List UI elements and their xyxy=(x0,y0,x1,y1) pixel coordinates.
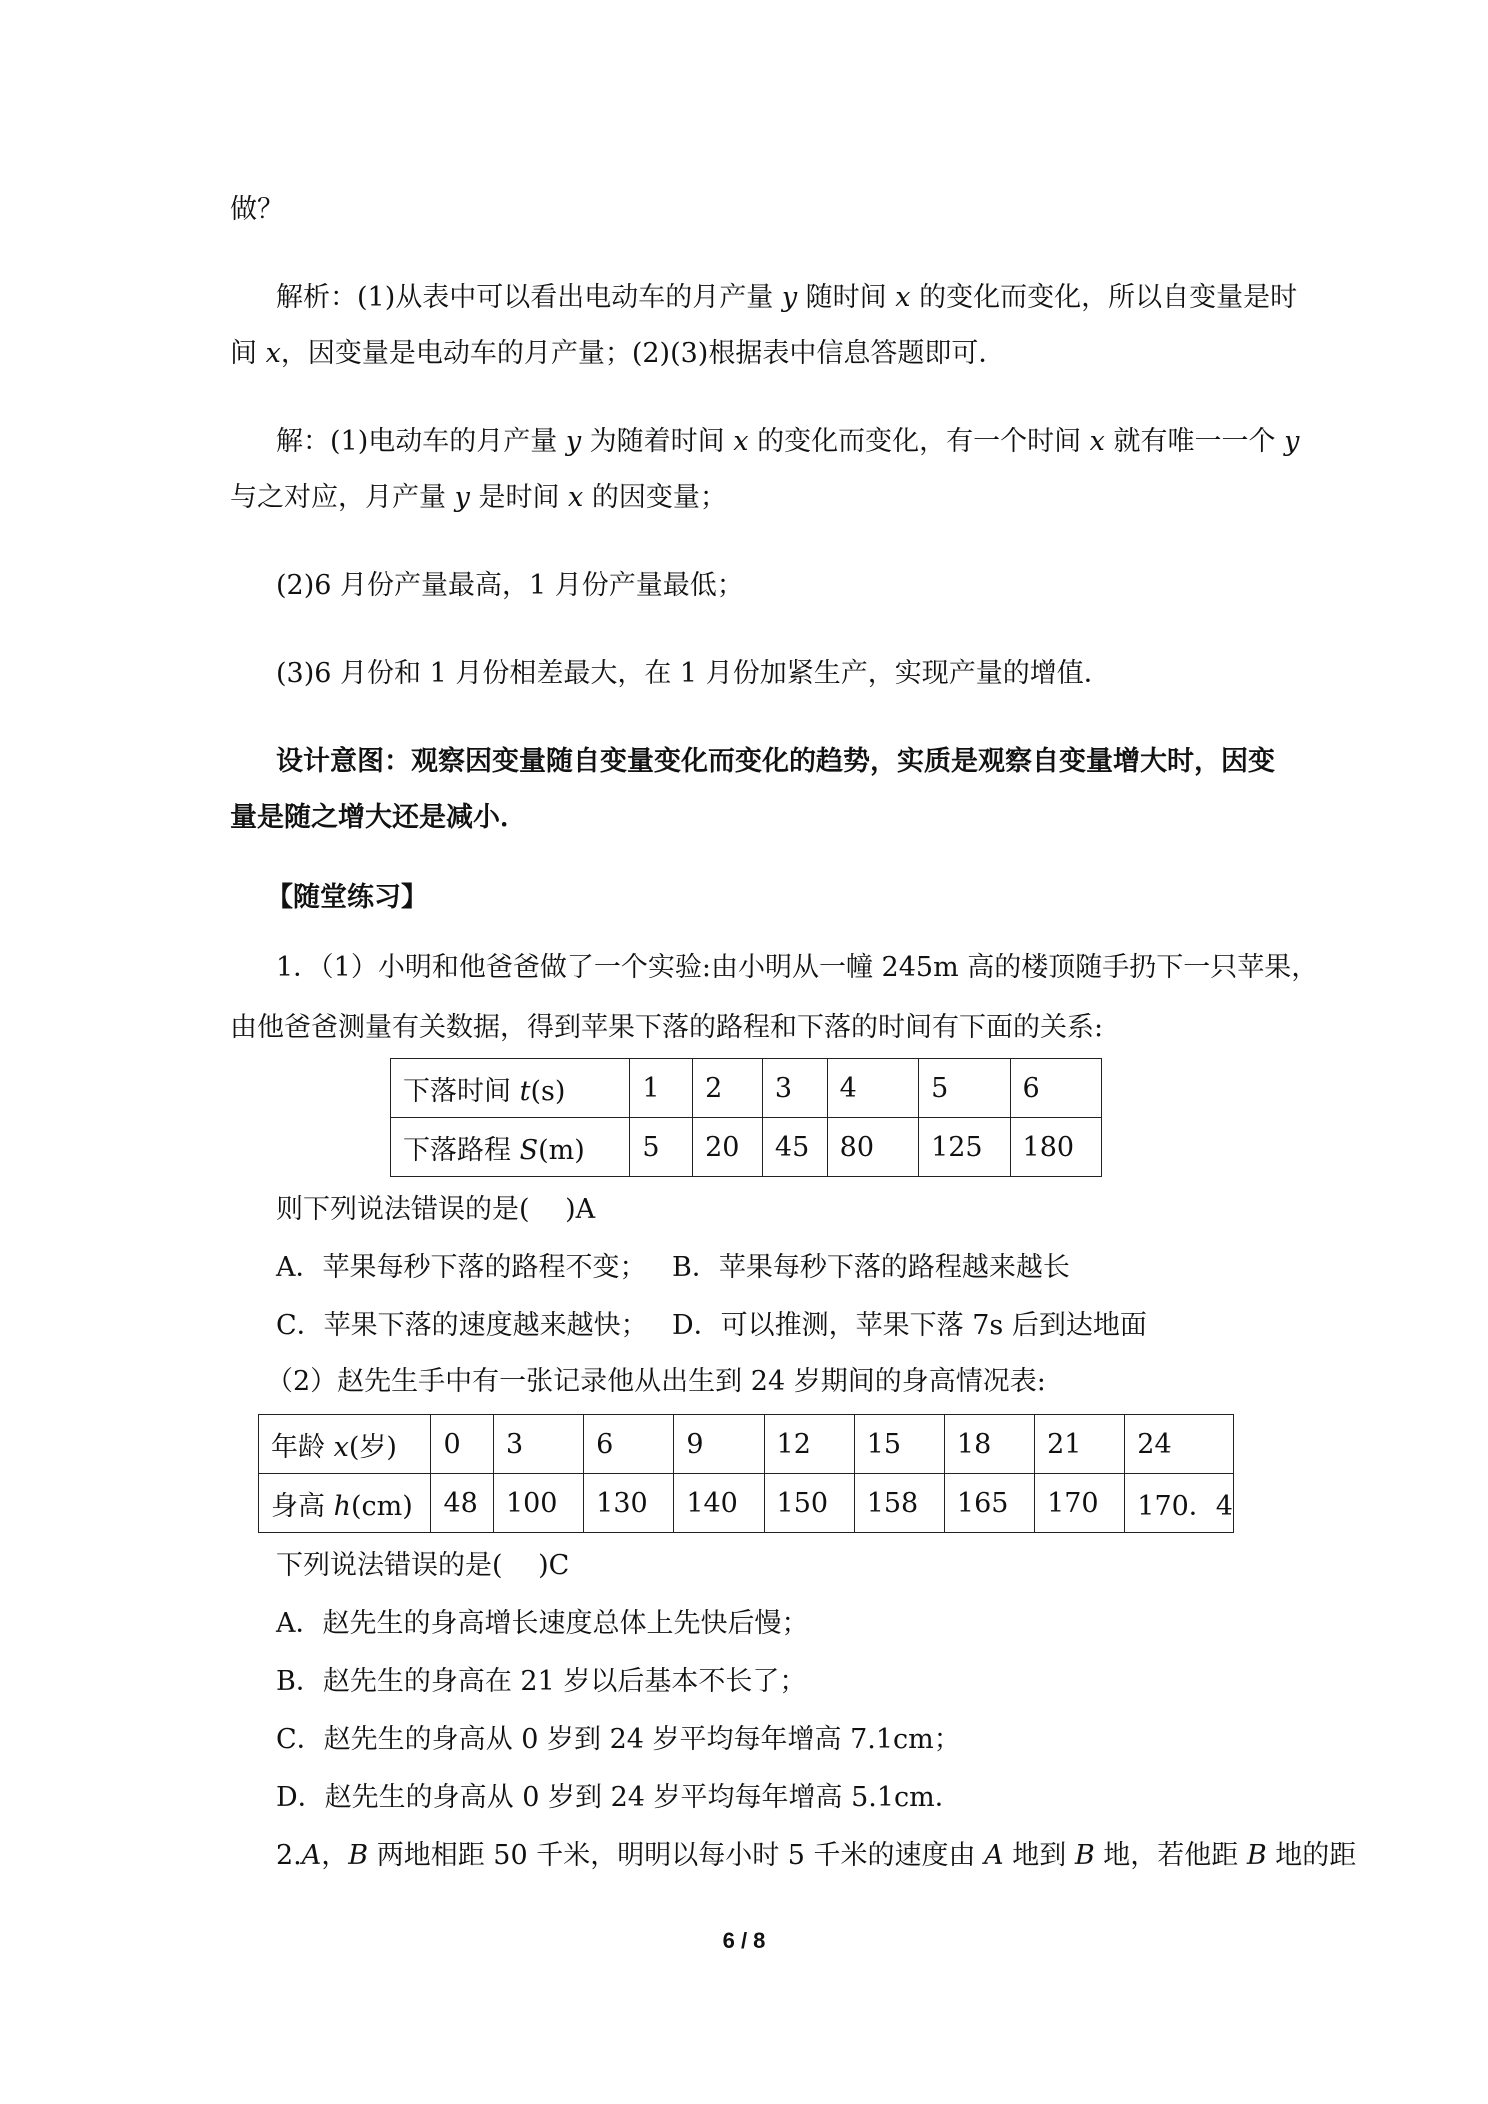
table-cell: 4 xyxy=(827,1059,918,1118)
question-2-intro: （2）赵先生手中有一张记录他从出生到 24 岁期间的身高情况表: xyxy=(266,1366,1046,1397)
analysis-line-2 xyxy=(230,336,1005,372)
text: 解：(1)电动车的月产量 xyxy=(276,426,566,457)
var-x: x xyxy=(1089,426,1105,457)
question-2-option-a: A．赵先生的身高增长速度总体上先快后慢； xyxy=(276,1608,809,1639)
question-1-intro-line-2: 由他爸爸测量有关数据，得到苹果下落的路程和下落的时间有下面的关系: xyxy=(230,1012,1104,1043)
analysis-line-1 xyxy=(276,280,1297,316)
table-cell: 6 xyxy=(584,1415,674,1474)
table-cell: 45 xyxy=(762,1118,827,1177)
text: 的变化而变化，有一个时间 xyxy=(748,426,1090,457)
table-cell: 21 xyxy=(1035,1415,1125,1474)
text: 的变化而变化，所以自变量是时 xyxy=(910,282,1298,313)
table-cell: 0 xyxy=(431,1415,494,1474)
row-label: 下落路程 S(m) xyxy=(391,1118,630,1177)
text: 是时间 xyxy=(469,482,569,513)
question-1-option-c: C．苹果下落的速度越来越快； xyxy=(276,1310,648,1341)
question-1-option-a: A．苹果每秒下落的路程不变； xyxy=(276,1252,647,1283)
table-cell: 3 xyxy=(493,1415,583,1474)
text: 解析：(1)从表中可以看出电动车的月产量 xyxy=(276,282,782,313)
practice-heading: 【随堂练习】 xyxy=(266,882,428,913)
table-row xyxy=(259,1415,1234,1474)
fall-data-table xyxy=(390,1058,1102,1177)
table-cell: 48 xyxy=(431,1474,494,1533)
table-cell: 80 xyxy=(827,1118,918,1177)
var-x: x xyxy=(895,282,911,313)
table-cell: 24 xyxy=(1125,1415,1234,1474)
table-cell: 5 xyxy=(630,1118,693,1177)
question-1-prompt: 则下列说法错误的是( )A xyxy=(276,1194,596,1225)
var-y: y xyxy=(781,282,798,313)
solution-line-1 xyxy=(276,424,1299,460)
var-x: x xyxy=(568,482,584,513)
table-cell: 3 xyxy=(762,1059,827,1118)
solution-part-2: (2)6 月份产量最高，1 月份产量最低； xyxy=(276,570,744,601)
table-cell: 1 xyxy=(630,1059,693,1118)
table-cell: 20 xyxy=(693,1118,763,1177)
table-cell: 150 xyxy=(764,1474,854,1533)
table-cell: 165 xyxy=(944,1474,1034,1533)
question-2-prompt: 下列说法错误的是( )C xyxy=(276,1550,570,1581)
table-cell: 158 xyxy=(854,1474,944,1533)
table-cell: 2 xyxy=(693,1059,763,1118)
var-y: y xyxy=(1284,426,1300,457)
var-y: y xyxy=(454,482,470,513)
page-number: 6 / 8 xyxy=(722,1928,766,1953)
row-label: 下落时间 t(s) xyxy=(391,1059,630,1118)
table-cell: 170．4 xyxy=(1125,1474,1234,1533)
table-cell: 125 xyxy=(919,1118,1010,1177)
table-row xyxy=(259,1474,1234,1533)
text: 为随着时间 xyxy=(581,426,734,457)
text: 与之对应，月产量 xyxy=(230,482,455,513)
table-row xyxy=(391,1118,1102,1177)
text: ，因变量是电动车的月产量；(2)(3)根据表中信息答题即可． xyxy=(280,338,1006,369)
table-cell: 170 xyxy=(1035,1474,1125,1533)
question-2-option-c: C．赵先生的身高从 0 岁到 24 岁平均每年增高 7.1cm； xyxy=(276,1724,961,1755)
question-2-option-d: D．赵先生的身高从 0 岁到 24 岁平均每年增高 5.1cm． xyxy=(276,1782,962,1813)
paragraph-continuation: 做？ xyxy=(230,194,284,225)
design-intent-line-1: 设计意图：观察因变量随自变量变化而变化的趋势，实质是观察自变量增大时，因变 xyxy=(276,746,1275,777)
table-cell: 5 xyxy=(919,1059,1010,1118)
table-cell: 130 xyxy=(584,1474,674,1533)
solution-part-3: (3)6 月份和 1 月份相差最大，在 1 月份加紧生产，实现产量的增值． xyxy=(276,658,1111,689)
solution-line-2 xyxy=(230,480,727,516)
var-x: x xyxy=(733,426,749,457)
question-1-option-b: B．苹果每秒下落的路程越来越长 xyxy=(672,1252,1070,1283)
text: 间 xyxy=(230,338,266,369)
table-cell: 6 xyxy=(1010,1059,1101,1118)
table-cell: 140 xyxy=(674,1474,764,1533)
question-1-intro-line-1: 1．（1）小明和他爸爸做了一个实验:由小明从一幢 245m 高的楼顶随手扔下一只苹果， xyxy=(276,952,1319,983)
height-data-table xyxy=(258,1414,1234,1533)
design-intent-line-2: 量是随之增大还是减小． xyxy=(230,802,527,833)
table-cell: 15 xyxy=(854,1415,944,1474)
table-cell: 100 xyxy=(493,1474,583,1533)
var-y: y xyxy=(565,426,582,457)
table-cell: 180 xyxy=(1010,1118,1101,1177)
var-x: x xyxy=(265,338,281,369)
text: 随时间 xyxy=(797,282,896,313)
text: 就有唯一一个 xyxy=(1104,426,1285,457)
table-cell: 12 xyxy=(764,1415,854,1474)
table-row xyxy=(391,1059,1102,1118)
question-2-option-b: B．赵先生的身高在 21 岁以后基本不长了； xyxy=(276,1666,807,1697)
question-1-option-d: D．可以推测，苹果下落 7s 后到达地面 xyxy=(672,1310,1147,1341)
row-label: 身高 h(cm) xyxy=(259,1474,431,1533)
text: 的因变量； xyxy=(583,482,727,513)
question-3-text: 2.A，B 两地相距 50 千米，明明以每小时 5 千米的速度由 A 地到 B 地，若他距 B 地的距 xyxy=(276,1840,1357,1871)
table-cell: 18 xyxy=(944,1415,1034,1474)
table-cell: 9 xyxy=(674,1415,764,1474)
row-label: 年龄 x(岁) xyxy=(259,1415,431,1474)
